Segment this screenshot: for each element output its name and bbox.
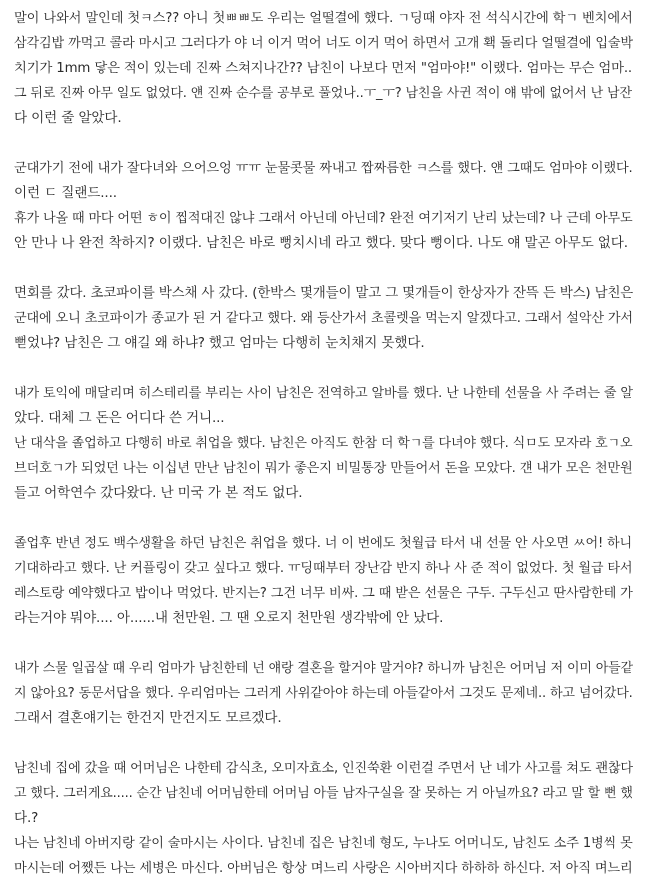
text-line: 들고 어학연수 갔다왔다. 난 미국 가 본 적도 없다. bbox=[14, 485, 303, 501]
text-line: 다 이런 줄 알았다. bbox=[14, 110, 122, 126]
text-line: 치기가 1mm 닿은 적이 있는데 진짜 스쳐지나간?? 남친이 나보다 먼저 "엄마야!" 이랬다. 엄마는 무슨 엄마.. bbox=[14, 61, 633, 76]
text-line: 라는거야 뭐야.... 아......내 천만원. 그 땐 오로지 천만원 생각밖에 안 났다. bbox=[14, 610, 444, 626]
text-line: 레스토랑 예약했다고 밥이나 먹었다. 반지는? 그건 너무 비싸. 그 때 받은 선물은 구두. 구두신고 딴사람한테 가 bbox=[14, 586, 633, 601]
text-line: 졸업후 반년 정도 백수생활을 하던 남친은 취업을 했다. 너 이 번에도 첫월급 타서 내 선물 안 사오면 ㅆ어! 하니 bbox=[14, 536, 633, 551]
text-line: 군대가기 전에 내가 잘다녀와 으어으엉 ㅠㅠ 눈물콧물 짜내고 짭짜름한 ㅋ스를 했다. 얜 그때도 엄마야 이랬다. bbox=[14, 161, 633, 176]
paragraph-marriage bbox=[14, 656, 636, 731]
text-line: 말이 나와서 말인데 첫ㅋ스?? 아니 첫ㅃㅃ도 우리는 얼떨결에 했다. ㄱ딩때 야자 전 석식시간에 학ㄱ 벤치에서 bbox=[14, 11, 633, 26]
paragraph-family bbox=[14, 756, 636, 881]
text-line: 기대하라고 했다. 난 커플링이 갖고 싶다고 했다. ㅠ딩때부터 장난감 반지 하나 사 준 적이 없었다. 첫 월급 타서 bbox=[14, 561, 633, 576]
text-line: 남친네 집에 갔을 때 어머님은 나한테 감식초, 오미자효소, 인진쑥환 이런걸 주면서 난 네가 사고를 쳐도 괜찮다 bbox=[14, 761, 633, 776]
paragraph-first-salary bbox=[14, 531, 636, 631]
paragraph-visit bbox=[14, 281, 636, 356]
text-line: 휴가 나올 때 마다 어떤 ㅎ이 찝적대진 않냐 그래서 아닌데 아닌데? 완전 여기저기 난리 났는데? 나 근데 아무도 bbox=[14, 211, 633, 226]
text-line: 지 않아요? 동문서답을 했다. 우리엄마는 그러게 사위같아야 하는데 아들같아서 그것도 문제네.. 하고 넘어갔다. bbox=[14, 686, 633, 701]
text-line: 그래서 결혼얘기는 한건지 만건지도 모르겠다. bbox=[14, 710, 282, 726]
text-line: 안 만나 나 완전 착하지? 이랬다. 남친은 바로 뻥치시네 라고 했다. 맞다 뻥이다. 나도 얘 말곤 아무도 없다. bbox=[14, 235, 628, 251]
text-line: 브더호ㄱ가 되었던 나는 이십년 만난 남친이 뭐가 좋은지 비밀통장 만들어서 돈을 모았다. 걘 내가 모은 천만원 bbox=[14, 461, 633, 476]
text-line: 삼각김밥 까먹고 콜라 마시고 그러다가 야 너 이거 먹어 너도 이거 먹어 하면서 고개 홱 돌리다 얼떨결에 입술박 bbox=[14, 36, 633, 51]
text-line: 뻗었냐? 남친은 그 얘길 왜 하냐? 했고 엄마는 다행히 눈치채지 못했다. bbox=[14, 335, 425, 351]
text-line: 마시는데 어쨌든 나는 세병은 마신다. 아버님은 항상 며느리 사랑은 시아버지다 하하하 하신다. 저 아직 며느리 bbox=[14, 861, 633, 876]
paragraph-toeic bbox=[14, 381, 636, 506]
text-line: 이런 ㄷ 질랜드.... bbox=[14, 185, 117, 201]
text-line: 내가 토익에 매달리며 히스테리를 부리는 사이 남친은 전역하고 알바를 했다. 난 나한테 선물을 사 주려는 줄 알 bbox=[14, 386, 633, 401]
text-line: 군대에 오니 초코파이가 종교가 된 거 같다고 했다. 왜 등산가서 초콜렛을 먹는지 알겠다고. 그래서 설악산 가서 bbox=[14, 311, 633, 326]
text-line: 았다. 대체 그 돈은 어디다 쓴 거니... bbox=[14, 410, 225, 426]
text-line: 면회를 갔다. 초코파이를 박스채 사 갔다. (한박스 몇개들이 말고 그 몇개들이 한상자가 잔뜩 든 박스) 남친은 bbox=[14, 286, 634, 301]
text-line: 난 대삭을 졸업하고 다행히 바로 취업을 했다. 남친은 아직도 한참 더 학ㄱ를 다녀야 했다. 식ㅁ도 모자라 호ㄱ오 bbox=[14, 436, 633, 451]
text-line: 다.? bbox=[14, 810, 39, 826]
text-line: 고 했다. 그러게요..... 순간 남친네 어머님한테 어머님 아들 남자구실을 잘 못하는 거 아닐까요? 라고 말 할 뻔 했 bbox=[14, 786, 633, 801]
paragraph-first-kiss bbox=[14, 6, 636, 131]
text-line: 그 뒤로 진짜 아무 일도 없었다. 얜 진짜 순수를 공부로 풀었나..ㅜ_ㅜ? 남친을 사귄 적이 얘 밖에 없어서 난 남잔 bbox=[14, 86, 632, 101]
text-line: 내가 스물 일곱살 때 우리 엄마가 남친한테 넌 얘랑 결혼을 할거야 말거야? 하니까 남친은 어머님 저 이미 아들같 bbox=[14, 661, 633, 676]
text-line: 나는 남친네 아버지랑 같이 술마시는 사이다. 남친네 집은 남친네 형도, 누나도 어머니도, 남친도 소주 1병씩 못 bbox=[14, 836, 633, 851]
paragraph-military bbox=[14, 156, 636, 256]
